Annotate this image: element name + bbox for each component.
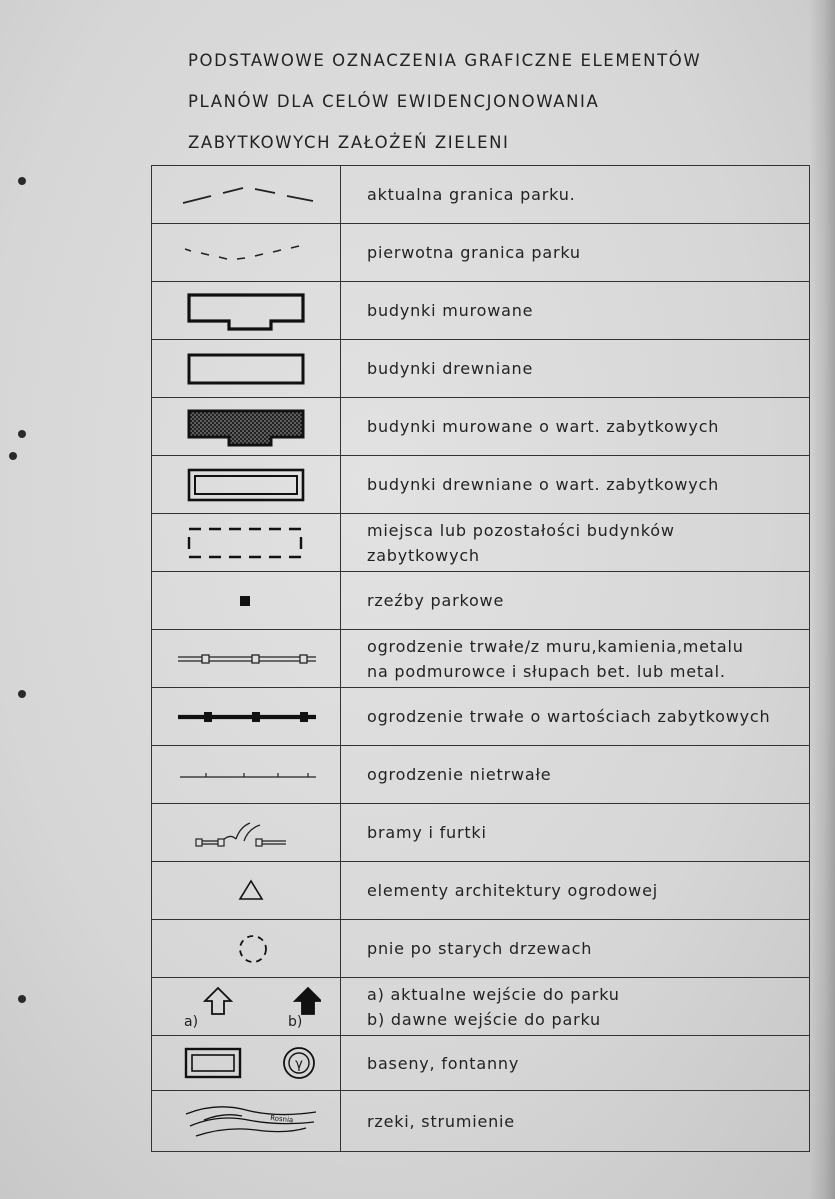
- description-line: zabytkowych: [367, 545, 480, 565]
- description-line: a) aktualne wejście do parku: [367, 984, 620, 1004]
- legend-symbol-cell: [152, 1091, 341, 1152]
- legend-row: [152, 456, 810, 514]
- legend-description: [341, 572, 810, 630]
- description-line: budynki murowane: [367, 301, 534, 320]
- legend-description: [341, 398, 810, 456]
- legend-description: [341, 630, 810, 688]
- description-line: bramy i furtki: [367, 823, 487, 842]
- description-line: rzeki, strumienie: [367, 1111, 515, 1131]
- title-line: ZABYTKOWYCH ZAŁOŻEŃ ZIELENI: [188, 133, 510, 152]
- legend-symbol-cell: [152, 224, 341, 282]
- legend-description: [341, 688, 810, 746]
- wooden-building-icon: [171, 347, 321, 391]
- description-line: b) dawne wejście do parku: [367, 1009, 601, 1029]
- description-line: aktualna granica parku.: [367, 185, 576, 204]
- legend-description: [341, 514, 810, 572]
- original-park-boundary-icon: [171, 233, 321, 273]
- description-line: miejsca lub pozostałości budynków: [367, 520, 675, 540]
- current-entrance-arrow-icon: [205, 988, 231, 1014]
- historic-wooden-building-icon: [171, 463, 321, 507]
- legend-symbol-cell: [152, 804, 341, 862]
- legend-symbol-cell: [152, 630, 341, 688]
- punch-hole: [9, 452, 17, 460]
- description-line: na podmurowce i słupach bet. lub metal.: [367, 661, 726, 681]
- label-b: b): [288, 1013, 303, 1030]
- title-line: PLANÓW DLA CELÓW EWIDENCJONOWANIA: [188, 92, 600, 111]
- historic-masonry-building-icon: [171, 405, 321, 449]
- legend-description: [341, 746, 810, 804]
- description-line: elementy architektury ogrodowej: [367, 881, 658, 900]
- legend-symbol-cell: [152, 688, 341, 746]
- pool-icon: [186, 1049, 240, 1077]
- legend-symbol-cell: [152, 282, 341, 340]
- legend-symbol-cell: [152, 340, 341, 398]
- description-line: pierwotna granica parku: [367, 243, 581, 262]
- river-label: Rosnia: [269, 1114, 294, 1125]
- legend-symbol-cell: [152, 572, 341, 630]
- dashed-circle-icon: [171, 927, 321, 971]
- legend-symbol-cell: [152, 862, 341, 920]
- legend-row: [152, 166, 810, 224]
- legend-row: [152, 340, 810, 398]
- triangle-icon: [171, 871, 321, 911]
- legend-symbol-cell: [152, 166, 341, 224]
- description-line: ogrodzenie trwałe o wartościach zabytkowych: [367, 707, 771, 726]
- entrance-arrows-icon: [171, 980, 321, 1034]
- legend-description: [341, 920, 810, 978]
- description-line: budynki drewniane: [367, 359, 534, 378]
- punch-hole: [18, 690, 26, 698]
- historic-fence-icon: [166, 697, 326, 737]
- legend-row: [152, 862, 810, 920]
- fountain-icon: [284, 1048, 314, 1078]
- legend-row: [152, 1091, 810, 1152]
- gate-icon: [166, 811, 326, 855]
- legend-symbol-cell: [152, 978, 341, 1036]
- legend-description: [341, 1036, 810, 1091]
- legend-description: [341, 862, 810, 920]
- current-park-boundary-icon: [171, 175, 321, 215]
- fountain-glyph: γ: [295, 1057, 303, 1072]
- label-a: a): [184, 1013, 199, 1030]
- legend-row: [152, 746, 810, 804]
- legend-row: [152, 224, 810, 282]
- description-line: pnie po starych drzewach: [367, 939, 593, 958]
- park-sculpture-icon: [171, 581, 321, 621]
- former-entrance-arrow-icon: [295, 988, 321, 1014]
- legend-row: [152, 804, 810, 862]
- legend-table: [151, 165, 810, 1152]
- description-line: rzeźby parkowe: [367, 591, 505, 610]
- legend-description: [341, 340, 810, 398]
- legend-symbol-cell: [152, 920, 341, 978]
- legend-description: [341, 282, 810, 340]
- title-line: PODSTAWOWE OZNACZENIA GRAFICZNE ELEMENTÓW: [188, 51, 702, 70]
- legend-description: [341, 978, 810, 1036]
- temporary-fence-icon: [166, 755, 326, 795]
- legend-description: [341, 456, 810, 514]
- document-title: [188, 40, 788, 163]
- legend-description: [341, 804, 810, 862]
- description-line: budynki murowane o wart. zabytkowych: [367, 417, 720, 436]
- legend-symbol-cell: [152, 1036, 341, 1091]
- punch-hole: [18, 430, 26, 438]
- legend-row: [152, 282, 810, 340]
- permanent-fence-icon: [166, 639, 326, 679]
- legend-row: [152, 572, 810, 630]
- river-icon: [166, 1096, 326, 1146]
- legend-symbol-cell: [152, 398, 341, 456]
- legend-symbol-cell: [152, 746, 341, 804]
- legend-row: [152, 514, 810, 572]
- legend-description: [341, 1091, 810, 1152]
- punch-hole: [18, 995, 26, 1003]
- punch-hole: [18, 177, 26, 185]
- legend-description: [341, 166, 810, 224]
- legend-row: [152, 978, 810, 1036]
- legend-description: [341, 224, 810, 282]
- legend-row: [152, 688, 810, 746]
- legend-row: [152, 920, 810, 978]
- building-remains-icon: [171, 521, 321, 565]
- legend-symbol-cell: [152, 456, 341, 514]
- legend-row: [152, 1036, 810, 1091]
- description-line: baseny, fontanny: [367, 1053, 520, 1073]
- description-line: ogrodzenie nietrwałe: [367, 765, 552, 784]
- masonry-building-icon: [171, 289, 321, 333]
- description-line: budynki drewniane o wart. zabytkowych: [367, 475, 720, 494]
- page-edge-shadow: [809, 0, 835, 1199]
- legend-symbol-cell: [152, 514, 341, 572]
- pool-fountain-icon: [166, 1041, 326, 1085]
- description-line: ogrodzenie trwałe/z muru,kamienia,metalu: [367, 636, 744, 656]
- legend-row: [152, 398, 810, 456]
- legend-row: [152, 630, 810, 688]
